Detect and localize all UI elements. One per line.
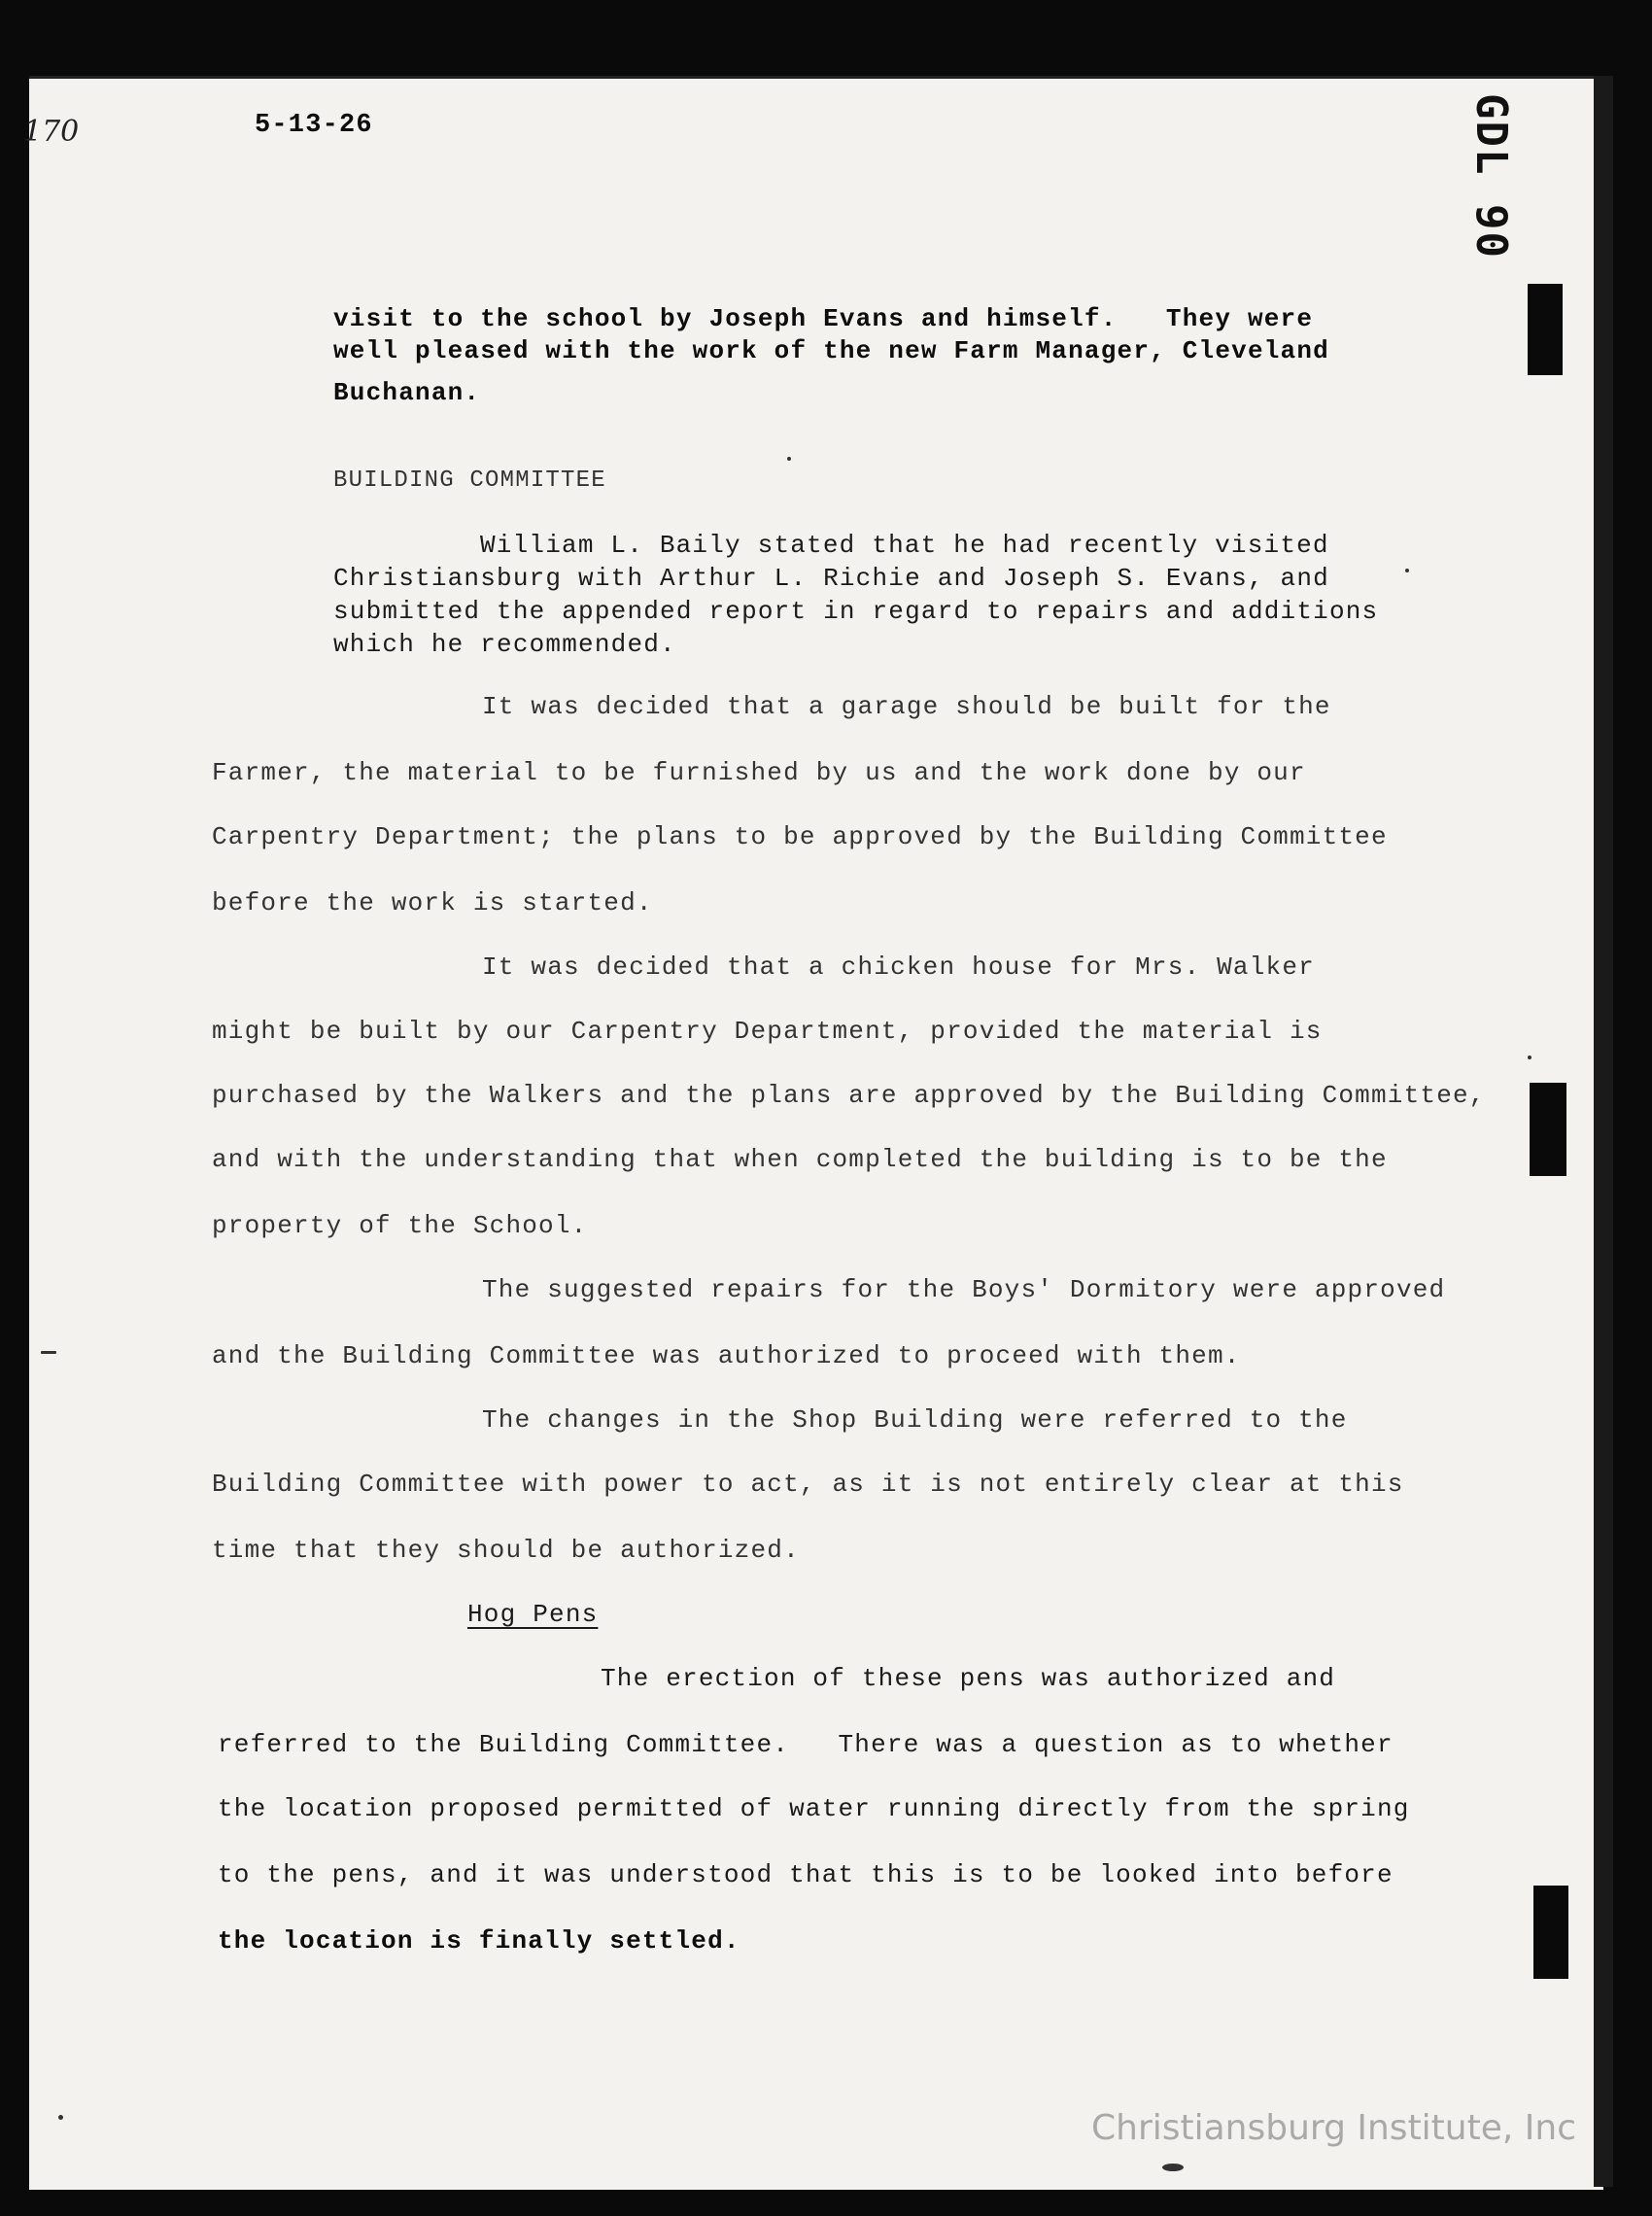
text-line: and the Building Committee was authorized to proceed with them.	[212, 1341, 1241, 1370]
text-line: the location is finally settled.	[218, 1926, 740, 1956]
text-line: The suggested repairs for the Boys' Dormitory were approved	[482, 1275, 1446, 1304]
handwritten-page-number: 170	[23, 115, 80, 149]
text-line: Farmer, the material to be furnished by us and the work done by our	[212, 758, 1306, 787]
text-line: It was decided that a chicken house for Mrs. Walker	[482, 952, 1315, 982]
text-line: time that they should be authorized.	[212, 1536, 800, 1565]
scan-speck	[1528, 1056, 1532, 1059]
text-line: Building Committee with power to act, as it is not entirely clear at this	[212, 1470, 1404, 1499]
text-line: property of the School.	[212, 1211, 588, 1240]
text-line: Carpentry Department; the plans to be approved by the Building Committee	[212, 822, 1388, 851]
text-line: before the work is started.	[212, 888, 653, 918]
text-line: the location proposed permitted of water running directly from the spring	[218, 1794, 1410, 1823]
page-edge-shadow	[1594, 76, 1613, 2187]
text-line: purchased by the Walkers and the plans are approved by the Building Committee,	[212, 1081, 1486, 1110]
registration-mark-middle	[1530, 1083, 1566, 1176]
text-line: well pleased with the work of the new Farm Manager, Cleveland	[333, 336, 1329, 365]
text-line: and with the understanding that when completed the building is to be the	[212, 1145, 1388, 1174]
text-line: to the pens, and it was understood that this is to be looked into before	[218, 1860, 1394, 1889]
scan-speck	[58, 2115, 63, 2120]
archive-side-label: GDL 90	[1466, 93, 1516, 260]
subheading-hog-pens: Hog Pens	[467, 1600, 599, 1629]
text-line: submitted the appended report in regard to repairs and additions	[333, 597, 1379, 626]
text-line: The erection of these pens was authorized and	[601, 1664, 1336, 1693]
scan-speck	[1405, 569, 1409, 572]
section-heading: BUILDING COMMITTEE	[333, 467, 606, 494]
scan-speck	[41, 1351, 56, 1354]
text-line: William L. Baily stated that he had recently visited	[480, 531, 1329, 560]
text-line: might be built by our Carpentry Department, provided the material is	[212, 1017, 1323, 1046]
text-line: referred to the Building Committee. There was a question as to whether	[218, 1730, 1394, 1759]
scan-speck	[1162, 2164, 1184, 2171]
scan-speck	[787, 457, 791, 461]
registration-mark-bottom	[1533, 1886, 1568, 1979]
watermark: Christiansburg Institute, Inc	[1090, 2108, 1576, 2148]
document-date: 5-13-26	[255, 111, 373, 140]
text-line: It was decided that a garage should be built for the	[482, 692, 1331, 721]
registration-mark-top	[1528, 284, 1563, 375]
text-line: Buchanan.	[333, 378, 481, 407]
text-line: The changes in the Shop Building were referred to the	[482, 1405, 1348, 1435]
text-line: which he recommended.	[333, 630, 676, 659]
text-line: Christiansburg with Arthur L. Richie and Joseph S. Evans, and	[333, 564, 1329, 593]
text-line: visit to the school by Joseph Evans and himself. They were	[333, 304, 1314, 333]
